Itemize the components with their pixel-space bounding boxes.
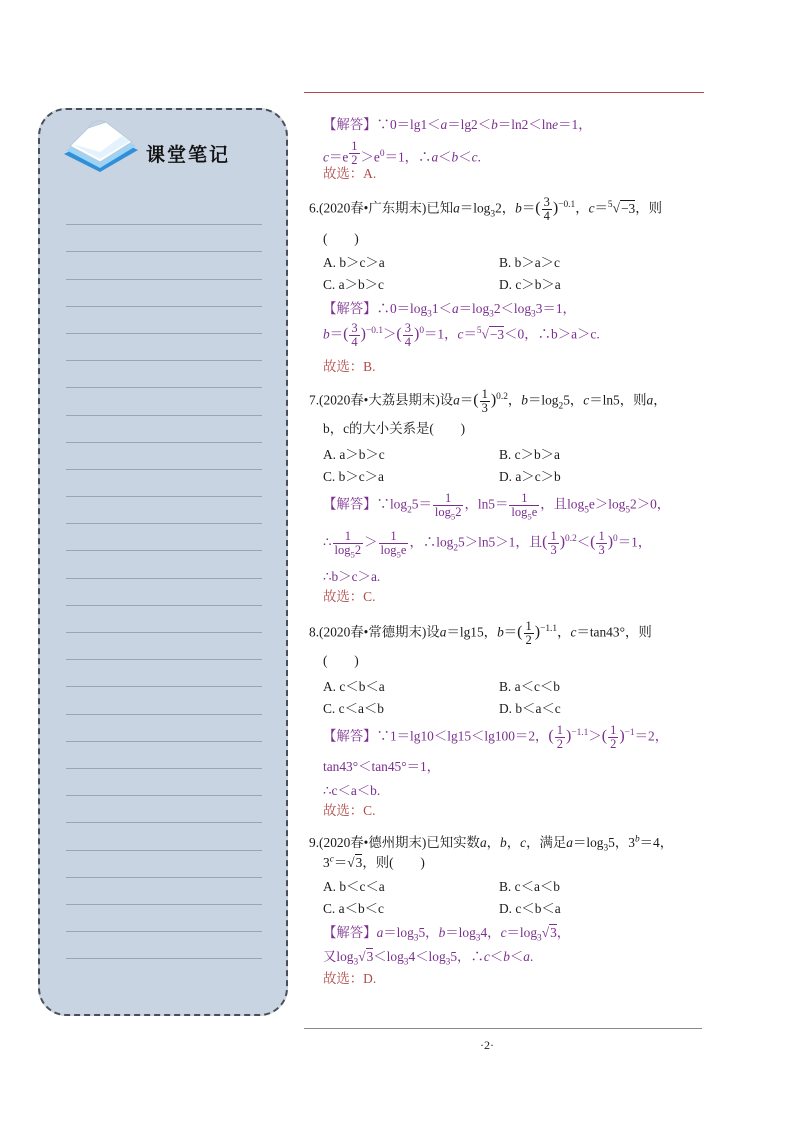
note-line [66,252,262,279]
note-line [66,769,262,796]
note-line [66,851,262,878]
note-line [66,225,262,252]
prev-answer-line2: c＝e $^{\frac{1}{2}}$ $>e^0=1$，∴a＜b＜c. [323,139,481,168]
q7-option-a: A. a＞b＞c [323,447,385,462]
q7-stem-line2: b，c的大小关系是( ) [323,421,466,436]
prev-selection: 故选：A. [323,166,377,181]
q6-option-b: B. b＞a＞c [499,255,560,270]
q6-stem: 6.(2020春•广东期末)已知$a=\log_32$，b＝( $\frac{3}{4}$ )$^{-0.1}$，c＝$^5$√−3，则 [309,195,662,224]
note-line [66,388,262,415]
note-line [66,606,262,633]
page-number: ·2· [480,1038,494,1052]
note-line [66,660,262,687]
q9-stem-line2: $3^c=√3$，则( ) [323,854,425,870]
bottom-rule [304,1028,702,1029]
prev-answer-line1: 【解答】∵0＝lg1＜a＝lg2＜b＝ln2＜lne＝1， [323,117,592,132]
note-line [66,280,262,307]
notes-title: 课堂笔记 [146,144,231,166]
q8-answer-line3: ∴c＜a＜b. [323,783,381,798]
note-line [66,443,262,470]
q7-option-d: D. a＞c＞b [499,469,561,484]
q8-option-b: B. a＜c＜b [499,679,560,694]
q7-answer-line2: ∴ $\frac{1}{\log_52}$ ＞ $\frac{1}{\log_5e}$ ，$\therefore\log_25>\ln 5>1$，且( $\frac{1}{3}$ )$^{0.2}$＜( $\frac{1}{3}$ )$^0$＝1， [323,529,652,560]
q9-stem: 9.(2020春•德州期末)已知实数a，b，c，满足$a=\log_35$，$3^b=4$， [309,834,674,854]
q9-option-c: C. a＜b＜c [323,901,384,916]
note-line [66,687,262,714]
q7-answer-line1: 【解答】$\because\log_25=$ $\frac{1}{\log_52}$ ，ln5＝ $\frac{1}{\log_5e}$ ，且$\log_5e>\log_52>0$， [323,491,671,522]
q8-stem: 8.(2020春•常德期末)设a＝lg15，b＝( $\frac{1}{2}$ )$^{-1.1}$，c＝tan43°，则 [309,619,652,648]
note-line [66,416,262,443]
note-line [66,796,262,823]
note-line [66,932,262,959]
note-line [66,715,262,742]
q7-selection: 故选：C. [323,589,376,604]
note-line [66,334,262,361]
note-line [66,633,262,660]
q6-selection: 故选：B. [323,359,376,374]
q9-answer-line1: 【解答】$a=\log_35$，$b=\log_34$，$c=\log_3√3$， [323,925,571,944]
q6-answer-line2: b＝( $\frac{3}{4}$ )$^{-0.1}$＞( $\frac{3}{4}$ )$^0$＝1，c＝$^5$√−3＜0，∴b＞a＞c. [323,321,600,350]
q8-selection: 故选：C. [323,803,376,818]
q8-option-c: C. c＜a＜b [323,701,384,716]
note-line [66,524,262,551]
note-line [66,198,262,225]
q6-option-c: C. a＞b＞c [323,277,384,292]
q8-paren: ( ) [323,653,359,668]
q7-option-c: C. b＞c＞a [323,469,384,484]
notebook-icon [60,114,140,176]
q7-option-b: B. c＞b＞a [499,447,560,462]
note-line [66,878,262,905]
q7-answer-line3: ∴b＞c＞a. [323,569,381,584]
q9-option-a: A. b＜c＜a [323,879,385,894]
q8-answer-line1: 【解答】∵1＝lg10＜lg15＜lg100＝2，( $\frac{1}{2}$ )$^{-1.1}$＞( $\frac{1}{2}$ )$^{-1}$＝2， [323,723,669,752]
q8-option-d: D. b＜a＜c [499,701,561,716]
q9-answer-line2: 又$\log_3√3<\log_34<\log_35$，∴c＜b＜a. [323,949,534,968]
note-line [66,361,262,388]
top-rule [304,92,704,93]
q6-option-d: D. c＞b＞a [499,277,561,292]
note-line [66,551,262,578]
note-line [66,579,262,606]
q7-stem: 7.(2020春•大荔县期末)设a＝( $\frac{1}{3}$ )$^{0.2}$，$b=\log_25$，c＝ln5，则a， [309,387,667,416]
note-line [66,905,262,932]
note-line [66,742,262,769]
q6-paren: ( ) [323,231,359,246]
note-line [66,307,262,334]
q6-option-a: A. b＞c＞a [323,255,385,270]
note-lines [66,198,262,959]
q8-option-a: A. c＜b＜a [323,679,385,694]
q9-option-b: B. c＜a＜b [499,879,560,894]
q9-option-d: D. c＜b＜a [499,901,561,916]
q9-selection: 故选：D. [323,971,377,986]
class-notes-panel [38,108,288,1016]
note-line [66,497,262,524]
q8-answer-line2: tan43°＜tan45°＝1， [323,759,441,774]
q6-answer-line1: 【解答】$\therefore 0=\log_31<a=\log_32<\log_33=1$， [323,301,576,320]
note-line [66,823,262,850]
note-line [66,470,262,497]
